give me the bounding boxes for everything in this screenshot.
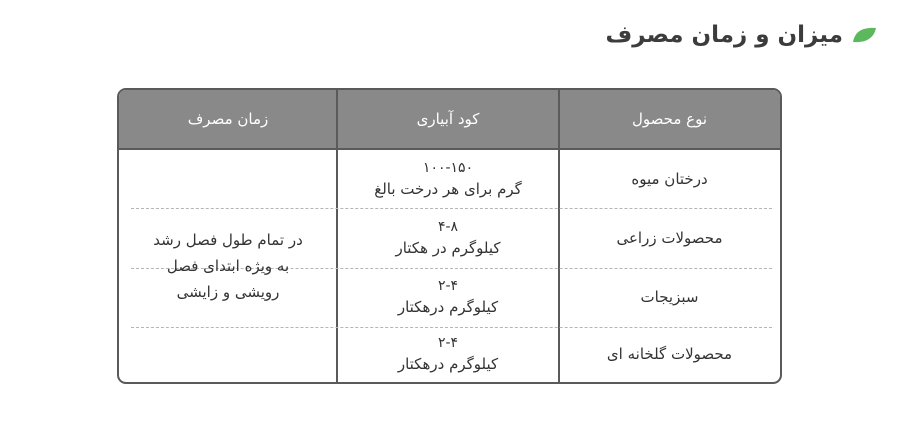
usage-time-line: رویشی و زایشی (176, 283, 280, 302)
table-body (119, 150, 780, 382)
product-label: محصولات زراعی (616, 228, 723, 247)
product-label: محصولات گلخانه ای (606, 344, 733, 363)
table-row-product (559, 268, 780, 327)
amount-value: ۲-۴ (437, 335, 459, 352)
table-row-product (559, 150, 780, 209)
header-product: نوع محصول (632, 110, 708, 128)
amount-unit: کیلوگرم درهکتار (397, 354, 499, 373)
table-row-amount (337, 327, 559, 382)
amount-value: ۱۰۰-۱۵۰ (422, 160, 474, 177)
table-row-amount (337, 268, 559, 327)
header-time: زمان مصرف (187, 110, 269, 128)
usage-time-line: به ویژه ابتدای فصل (166, 256, 290, 275)
table-row-amount (337, 209, 559, 268)
usage-time-cell (119, 150, 337, 382)
product-label: درختان میوه (631, 169, 708, 188)
table-row-amount (337, 150, 559, 209)
amount-unit: کیلوگرم در هکتار (395, 238, 501, 257)
table-row-product (559, 327, 780, 382)
table-row-product (559, 209, 780, 268)
table-header (119, 90, 780, 150)
leaf-icon (851, 26, 877, 44)
section-heading (606, 22, 877, 48)
usage-time-line: در تمام طول فصل رشد (153, 230, 303, 249)
amount-unit: گرم برای هر درخت بالغ (374, 179, 522, 198)
section-title: میزان و زمان مصرف (605, 22, 843, 48)
amount-value: ۲-۴ (437, 278, 459, 295)
header-amount: کود آبیاری (416, 110, 480, 128)
product-label: سبزیجات (640, 287, 699, 306)
amount-value: ۴-۸ (437, 219, 459, 236)
amount-unit: کیلوگرم درهکتار (397, 297, 499, 316)
fertilizer-table (117, 88, 782, 384)
